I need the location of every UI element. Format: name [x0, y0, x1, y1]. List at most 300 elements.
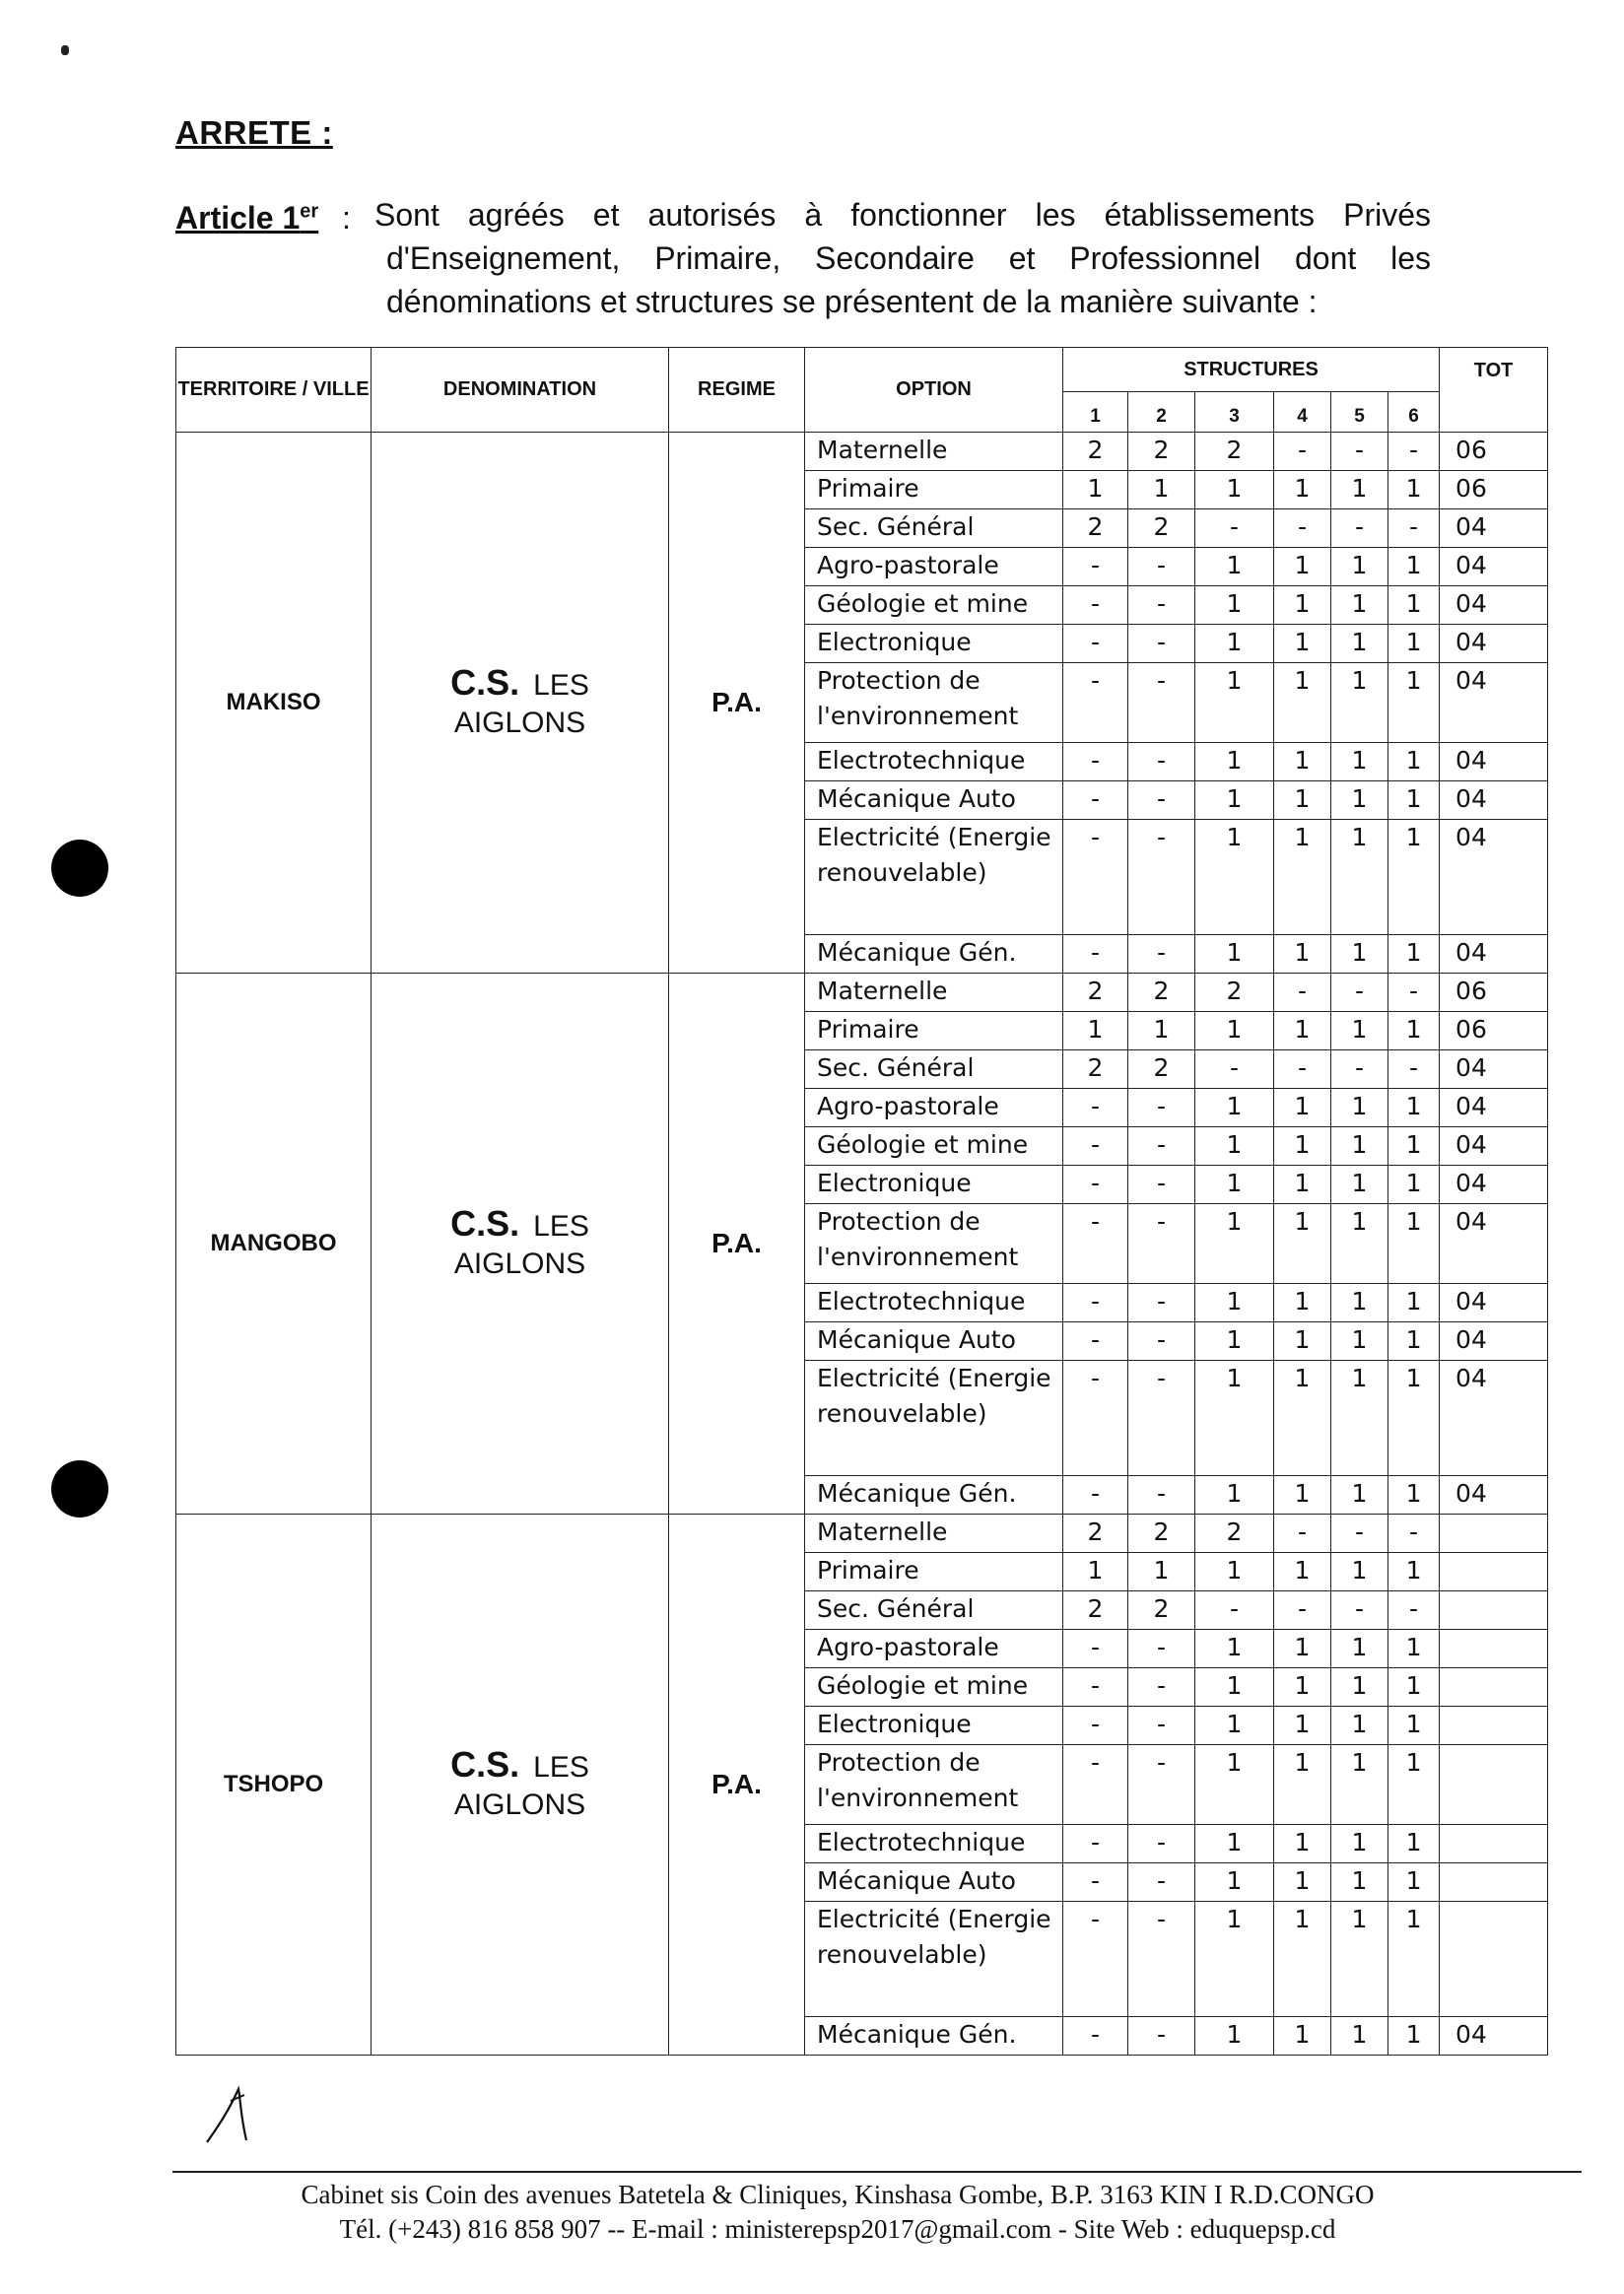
denomination-cell: [372, 433, 669, 974]
structure-cell-5: 1: [1331, 548, 1388, 586]
structure-cell-5: 1: [1331, 1166, 1388, 1204]
option-cell: Protection de l'environnement: [805, 1745, 1063, 1825]
total-cell: 06: [1440, 974, 1548, 1012]
structure-cell-5: 1: [1331, 586, 1388, 625]
header-structures: STRUCTURES: [1063, 348, 1440, 392]
article-label: Article 1er: [175, 200, 319, 236]
structure-cell-1: 2: [1063, 1515, 1128, 1553]
article-label-sup: er: [300, 200, 319, 223]
total-cell: 06: [1440, 433, 1548, 471]
structure-cell-2: -: [1128, 1707, 1195, 1745]
structure-cell-3: 1: [1195, 743, 1274, 781]
article-line-3: dénominations et structures se présentent de la manière suivante :: [386, 284, 1318, 319]
structure-cell-3: 1: [1195, 1166, 1274, 1204]
structure-cell-2: 1: [1128, 1012, 1195, 1050]
total-cell: [1440, 1668, 1548, 1707]
header-regime: REGIME: [669, 348, 805, 433]
option-cell: Sec. Général: [805, 509, 1063, 548]
structure-cell-1: -: [1063, 1204, 1128, 1284]
structure-cell-4: 1: [1274, 1863, 1331, 1902]
structure-cell-5: 1: [1331, 1630, 1388, 1668]
structure-cell-5: 1: [1331, 935, 1388, 974]
structure-cell-6: 1: [1388, 1863, 1440, 1902]
structure-cell-2: -: [1128, 1166, 1195, 1204]
structure-cell-3: 1: [1195, 1089, 1274, 1127]
table-row: [176, 974, 1548, 1012]
structure-cell-6: 1: [1388, 1745, 1440, 1825]
structure-cell-3: 1: [1195, 586, 1274, 625]
structure-cell-3: 1: [1195, 663, 1274, 743]
header-territoire: TERRITOIRE / VILLE: [176, 348, 372, 433]
structure-cell-4: 1: [1274, 586, 1331, 625]
option-cell: Electrotechnique: [805, 743, 1063, 781]
structure-cell-4: 1: [1274, 820, 1331, 935]
structure-cell-2: -: [1128, 1476, 1195, 1515]
structure-cell-2: -: [1128, 1825, 1195, 1863]
structure-cell-6: 1: [1388, 1902, 1440, 2017]
structure-cell-3: 1: [1195, 781, 1274, 820]
structure-cell-1: -: [1063, 1089, 1128, 1127]
total-cell: 04: [1440, 1322, 1548, 1361]
structure-cell-6: 1: [1388, 625, 1440, 663]
structure-cell-5: 1: [1331, 1707, 1388, 1745]
arrete-heading: ARRETE :: [175, 114, 333, 151]
structure-cell-4: 1: [1274, 1668, 1331, 1707]
territoire-cell: MANGOBO: [176, 974, 372, 1515]
option-cell: Primaire: [805, 471, 1063, 509]
structure-cell-3: 1: [1195, 1361, 1274, 1476]
structure-cell-4: 1: [1274, 781, 1331, 820]
option-cell: Mécanique Gén.: [805, 1476, 1063, 1515]
structure-cell-3: 1: [1195, 1668, 1274, 1707]
structure-cell-1: -: [1063, 1322, 1128, 1361]
structure-cell-2: -: [1128, 1668, 1195, 1707]
structure-cell-2: 2: [1128, 1050, 1195, 1089]
structure-cell-4: 1: [1274, 935, 1331, 974]
structure-cell-4: 1: [1274, 2017, 1331, 2056]
header-structure-5: 5: [1331, 392, 1388, 433]
structure-cell-5: 1: [1331, 1127, 1388, 1166]
structure-cell-4: 1: [1274, 1322, 1331, 1361]
structure-cell-2: -: [1128, 586, 1195, 625]
structure-cell-3: 1: [1195, 1012, 1274, 1050]
structure-cell-5: 1: [1331, 1902, 1388, 2017]
structure-cell-6: 1: [1388, 1166, 1440, 1204]
structure-cell-5: -: [1331, 1515, 1388, 1553]
total-cell: [1440, 1630, 1548, 1668]
structure-cell-3: 1: [1195, 935, 1274, 974]
structure-cell-6: 1: [1388, 1284, 1440, 1322]
structure-cell-1: 2: [1063, 1591, 1128, 1630]
option-cell: Maternelle: [805, 974, 1063, 1012]
structure-cell-4: 1: [1274, 663, 1331, 743]
signature-mark: [201, 2071, 280, 2150]
structure-cell-1: 1: [1063, 471, 1128, 509]
structure-cell-1: -: [1063, 935, 1128, 974]
structure-cell-6: 1: [1388, 1825, 1440, 1863]
total-cell: 04: [1440, 1361, 1548, 1476]
structure-cell-6: -: [1388, 1591, 1440, 1630]
structure-cell-1: -: [1063, 1863, 1128, 1902]
structure-cell-3: 1: [1195, 1553, 1274, 1591]
denomination-cs: C.S.: [450, 1743, 520, 1785]
structure-cell-1: -: [1063, 1707, 1128, 1745]
structure-cell-3: 1: [1195, 1825, 1274, 1863]
total-cell: 04: [1440, 781, 1548, 820]
total-cell: [1440, 1553, 1548, 1591]
scan-speck: [61, 45, 69, 55]
structure-cell-1: -: [1063, 1361, 1128, 1476]
total-cell: 04: [1440, 1127, 1548, 1166]
structure-cell-1: -: [1063, 625, 1128, 663]
structure-cell-4: -: [1274, 433, 1331, 471]
denomination-les: LES: [533, 1209, 589, 1243]
article-colon: :: [342, 200, 351, 236]
denomination-aiglons: AIGLONS: [453, 706, 586, 739]
header-structure-1: 1: [1063, 392, 1128, 433]
structure-cell-3: 1: [1195, 1863, 1274, 1902]
structure-cell-3: 2: [1195, 974, 1274, 1012]
structure-cell-2: 2: [1128, 1515, 1195, 1553]
structure-cell-6: 1: [1388, 2017, 1440, 2056]
total-cell: 04: [1440, 2017, 1548, 2056]
structure-cell-1: -: [1063, 1166, 1128, 1204]
total-cell: 04: [1440, 935, 1548, 974]
option-cell: Agro-pastorale: [805, 1630, 1063, 1668]
structure-cell-1: -: [1063, 743, 1128, 781]
structure-cell-4: 1: [1274, 1012, 1331, 1050]
header-structure-6: 6: [1388, 392, 1440, 433]
structure-cell-1: 2: [1063, 1050, 1128, 1089]
structure-cell-3: 1: [1195, 1630, 1274, 1668]
option-cell: Maternelle: [805, 1515, 1063, 1553]
structure-cell-3: 2: [1195, 1515, 1274, 1553]
structure-cell-6: 1: [1388, 781, 1440, 820]
option-cell: Maternelle: [805, 433, 1063, 471]
structure-cell-6: -: [1388, 1050, 1440, 1089]
structure-cell-4: 1: [1274, 1745, 1331, 1825]
structure-cell-5: 1: [1331, 781, 1388, 820]
option-cell: Electronique: [805, 1166, 1063, 1204]
structure-cell-6: 1: [1388, 548, 1440, 586]
total-cell: [1440, 1745, 1548, 1825]
structure-cell-6: 1: [1388, 1322, 1440, 1361]
structure-cell-6: 1: [1388, 1668, 1440, 1707]
option-cell: Géologie et mine: [805, 586, 1063, 625]
structure-cell-6: 1: [1388, 1127, 1440, 1166]
structure-cell-4: -: [1274, 1591, 1331, 1630]
structure-cell-2: -: [1128, 1127, 1195, 1166]
structure-cell-2: 2: [1128, 509, 1195, 548]
structure-cell-3: -: [1195, 1050, 1274, 1089]
structure-cell-6: 1: [1388, 1707, 1440, 1745]
structure-cell-5: 1: [1331, 1089, 1388, 1127]
structure-cell-6: 1: [1388, 1012, 1440, 1050]
article-line-2: d'Enseignement, Primaire, Secondaire et Professionnel dont les: [386, 240, 1431, 276]
structure-cell-5: 1: [1331, 1863, 1388, 1902]
header-structure-4: 4: [1274, 392, 1331, 433]
structure-cell-2: 2: [1128, 1591, 1195, 1630]
total-cell: [1440, 1863, 1548, 1902]
structure-cell-2: -: [1128, 1322, 1195, 1361]
structure-cell-2: -: [1128, 1284, 1195, 1322]
structure-cell-1: -: [1063, 663, 1128, 743]
option-cell: Electronique: [805, 625, 1063, 663]
structure-cell-2: -: [1128, 781, 1195, 820]
total-cell: 06: [1440, 471, 1548, 509]
structure-cell-1: 2: [1063, 974, 1128, 1012]
structure-cell-5: 1: [1331, 820, 1388, 935]
option-cell: Mécanique Auto: [805, 1863, 1063, 1902]
structure-cell-3: 1: [1195, 1902, 1274, 2017]
option-cell: Primaire: [805, 1012, 1063, 1050]
structure-cell-4: 1: [1274, 1166, 1331, 1204]
structure-cell-6: 1: [1388, 1361, 1440, 1476]
structure-cell-1: -: [1063, 1127, 1128, 1166]
structure-cell-2: -: [1128, 1745, 1195, 1825]
structure-cell-5: 1: [1331, 1553, 1388, 1591]
structure-cell-5: 1: [1331, 1322, 1388, 1361]
footer-address: Cabinet sis Coin des avenues Batetela & Cliniques, Kinshasa Gombe, B.P. 3163 KIN I R.D.CONGO: [301, 2180, 1375, 2209]
structure-cell-5: 1: [1331, 625, 1388, 663]
option-cell: Primaire: [805, 1553, 1063, 1591]
structure-cell-4: 1: [1274, 1361, 1331, 1476]
structure-cell-3: 2: [1195, 433, 1274, 471]
territoire-cell: MAKISO: [176, 433, 372, 974]
structure-cell-6: 1: [1388, 1630, 1440, 1668]
structure-cell-3: 1: [1195, 820, 1274, 935]
option-cell: Protection de l'environnement: [805, 663, 1063, 743]
option-cell: Géologie et mine: [805, 1668, 1063, 1707]
structure-cell-1: 1: [1063, 1553, 1128, 1591]
total-cell: [1440, 1825, 1548, 1863]
structure-cell-1: -: [1063, 586, 1128, 625]
structure-cell-5: 1: [1331, 743, 1388, 781]
structure-cell-4: 1: [1274, 1284, 1331, 1322]
option-cell: Mécanique Auto: [805, 1322, 1063, 1361]
structure-cell-2: 2: [1128, 974, 1195, 1012]
structure-cell-5: -: [1331, 1050, 1388, 1089]
structure-cell-2: -: [1128, 1089, 1195, 1127]
total-cell: 04: [1440, 625, 1548, 663]
structure-cell-5: 1: [1331, 1476, 1388, 1515]
structure-cell-4: 1: [1274, 1476, 1331, 1515]
option-cell: Electrotechnique: [805, 1825, 1063, 1863]
structure-cell-1: -: [1063, 1284, 1128, 1322]
structure-cell-1: -: [1063, 1825, 1128, 1863]
structure-cell-4: 1: [1274, 1553, 1331, 1591]
structure-cell-6: -: [1388, 433, 1440, 471]
total-cell: 04: [1440, 1050, 1548, 1089]
article-text: [374, 193, 1431, 323]
structure-cell-4: -: [1274, 509, 1331, 548]
territoire-cell: TSHOPO: [176, 1515, 372, 2056]
header-option: OPTION: [805, 348, 1063, 433]
total-cell: 04: [1440, 1476, 1548, 1515]
option-cell: Géologie et mine: [805, 1127, 1063, 1166]
option-cell: Mécanique Gén.: [805, 2017, 1063, 2056]
footer-contact: Tél. (+243) 816 858 907 -- E-mail : ministerepsp2017@gmail.com - Site Web : eduquepsp.cd: [339, 2214, 1336, 2244]
total-cell: 06: [1440, 1012, 1548, 1050]
regime-cell: P.A.: [669, 1515, 805, 2056]
option-cell: Electricité (Energie renouvelable): [805, 820, 1063, 935]
structure-cell-6: 1: [1388, 935, 1440, 974]
header-structure-2: 2: [1128, 392, 1195, 433]
structure-cell-4: -: [1274, 1515, 1331, 1553]
structure-cell-3: 1: [1195, 625, 1274, 663]
structure-cell-4: 1: [1274, 1089, 1331, 1127]
structure-cell-1: -: [1063, 1668, 1128, 1707]
structure-cell-4: 1: [1274, 1825, 1331, 1863]
total-cell: 04: [1440, 1204, 1548, 1284]
option-cell: Protection de l'environnement: [805, 1204, 1063, 1284]
structure-cell-6: 1: [1388, 1204, 1440, 1284]
structure-cell-3: 1: [1195, 1284, 1274, 1322]
option-cell: Mécanique Auto: [805, 781, 1063, 820]
structure-cell-5: 1: [1331, 1668, 1388, 1707]
option-cell: Mécanique Gén.: [805, 935, 1063, 974]
structure-cell-6: -: [1388, 974, 1440, 1012]
structure-cell-4: 1: [1274, 1127, 1331, 1166]
structure-cell-6: 1: [1388, 586, 1440, 625]
structure-cell-4: 1: [1274, 625, 1331, 663]
structure-cell-4: 1: [1274, 1204, 1331, 1284]
option-cell: Electrotechnique: [805, 1284, 1063, 1322]
structure-cell-1: 1: [1063, 1012, 1128, 1050]
header-structure-3: 3: [1195, 392, 1274, 433]
structure-cell-5: 1: [1331, 1361, 1388, 1476]
total-cell: 04: [1440, 586, 1548, 625]
option-cell: Electricité (Energie renouvelable): [805, 1902, 1063, 2017]
structure-cell-1: -: [1063, 1902, 1128, 2017]
regime-cell: P.A.: [669, 974, 805, 1515]
total-cell: 04: [1440, 1089, 1548, 1127]
option-cell: Sec. Général: [805, 1050, 1063, 1089]
structures-table: [175, 347, 1548, 2056]
structure-cell-5: 1: [1331, 1284, 1388, 1322]
total-cell: [1440, 1515, 1548, 1553]
structure-cell-3: 1: [1195, 1476, 1274, 1515]
structure-cell-4: 1: [1274, 548, 1331, 586]
structure-cell-6: 1: [1388, 1476, 1440, 1515]
structure-cell-2: -: [1128, 935, 1195, 974]
option-cell: Sec. Général: [805, 1591, 1063, 1630]
denomination-les: LES: [533, 1750, 589, 1784]
structure-cell-2: 2: [1128, 433, 1195, 471]
structure-cell-4: 1: [1274, 1630, 1331, 1668]
denomination-cs: C.S.: [450, 661, 520, 703]
structure-cell-3: 1: [1195, 471, 1274, 509]
denomination-cell: [372, 1515, 669, 2056]
total-cell: 04: [1440, 820, 1548, 935]
structure-cell-5: 1: [1331, 1825, 1388, 1863]
total-cell: 04: [1440, 1166, 1548, 1204]
denomination-les: LES: [533, 668, 589, 702]
option-cell: Electronique: [805, 1707, 1063, 1745]
total-cell: [1440, 1707, 1548, 1745]
structure-cell-2: -: [1128, 625, 1195, 663]
structure-cell-6: 1: [1388, 743, 1440, 781]
structure-cell-1: -: [1063, 781, 1128, 820]
structure-cell-2: 1: [1128, 1553, 1195, 1591]
structure-cell-2: -: [1128, 1902, 1195, 2017]
structure-cell-3: -: [1195, 1591, 1274, 1630]
total-cell: 04: [1440, 548, 1548, 586]
structure-cell-1: 2: [1063, 509, 1128, 548]
option-cell: Agro-pastorale: [805, 548, 1063, 586]
structure-cell-2: -: [1128, 548, 1195, 586]
structure-cell-4: -: [1274, 974, 1331, 1012]
footer-rule: [172, 2171, 1582, 2173]
structure-cell-2: -: [1128, 2017, 1195, 2056]
structure-cell-5: 1: [1331, 663, 1388, 743]
table-body: [176, 433, 1548, 2056]
structure-cell-2: -: [1128, 820, 1195, 935]
total-cell: 04: [1440, 743, 1548, 781]
total-cell: [1440, 1591, 1548, 1630]
total-cell: [1440, 1902, 1548, 2017]
denomination-cell: [372, 974, 669, 1515]
structure-cell-2: -: [1128, 743, 1195, 781]
structure-cell-6: 1: [1388, 820, 1440, 935]
structure-cell-2: -: [1128, 1630, 1195, 1668]
binder-hole-top: [51, 840, 108, 897]
total-cell: 04: [1440, 509, 1548, 548]
header-tot: TOT: [1440, 348, 1548, 433]
structure-cell-1: -: [1063, 1630, 1128, 1668]
total-cell: 04: [1440, 1284, 1548, 1322]
denomination-cs: C.S.: [450, 1202, 520, 1244]
denomination-aiglons: AIGLONS: [453, 1247, 586, 1280]
structure-cell-2: -: [1128, 1361, 1195, 1476]
structure-cell-5: 1: [1331, 471, 1388, 509]
structure-cell-4: 1: [1274, 1707, 1331, 1745]
structure-cell-5: 1: [1331, 1012, 1388, 1050]
structure-cell-5: -: [1331, 433, 1388, 471]
denomination-aiglons: AIGLONS: [453, 1788, 586, 1821]
structure-cell-2: -: [1128, 1863, 1195, 1902]
structure-cell-5: 1: [1331, 2017, 1388, 2056]
structure-cell-3: 1: [1195, 1204, 1274, 1284]
structure-cell-5: -: [1331, 974, 1388, 1012]
structure-cell-5: -: [1331, 1591, 1388, 1630]
structure-cell-3: 1: [1195, 1322, 1274, 1361]
option-cell: Agro-pastorale: [805, 1089, 1063, 1127]
structure-cell-1: -: [1063, 1745, 1128, 1825]
article-line-1: Sont agréés et autorisés à fonctionner les établissements Privés: [374, 197, 1431, 233]
structure-cell-6: 1: [1388, 471, 1440, 509]
option-cell: Electricité (Energie renouvelable): [805, 1361, 1063, 1476]
structure-cell-3: 1: [1195, 1127, 1274, 1166]
structure-cell-1: 2: [1063, 433, 1128, 471]
structure-cell-5: 1: [1331, 1745, 1388, 1825]
structure-cell-6: -: [1388, 509, 1440, 548]
structure-cell-4: 1: [1274, 471, 1331, 509]
structure-cell-2: 1: [1128, 471, 1195, 509]
structure-cell-3: 1: [1195, 548, 1274, 586]
structure-cell-3: -: [1195, 509, 1274, 548]
structure-cell-1: -: [1063, 548, 1128, 586]
header-denomination: DENOMINATION: [372, 348, 669, 433]
structure-cell-6: 1: [1388, 663, 1440, 743]
structure-cell-4: 1: [1274, 1902, 1331, 2017]
structure-cell-3: 1: [1195, 1707, 1274, 1745]
structure-cell-6: 1: [1388, 1553, 1440, 1591]
structure-cell-1: -: [1063, 2017, 1128, 2056]
structure-cell-6: 1: [1388, 1089, 1440, 1127]
structure-cell-6: -: [1388, 1515, 1440, 1553]
structure-cell-5: 1: [1331, 1204, 1388, 1284]
